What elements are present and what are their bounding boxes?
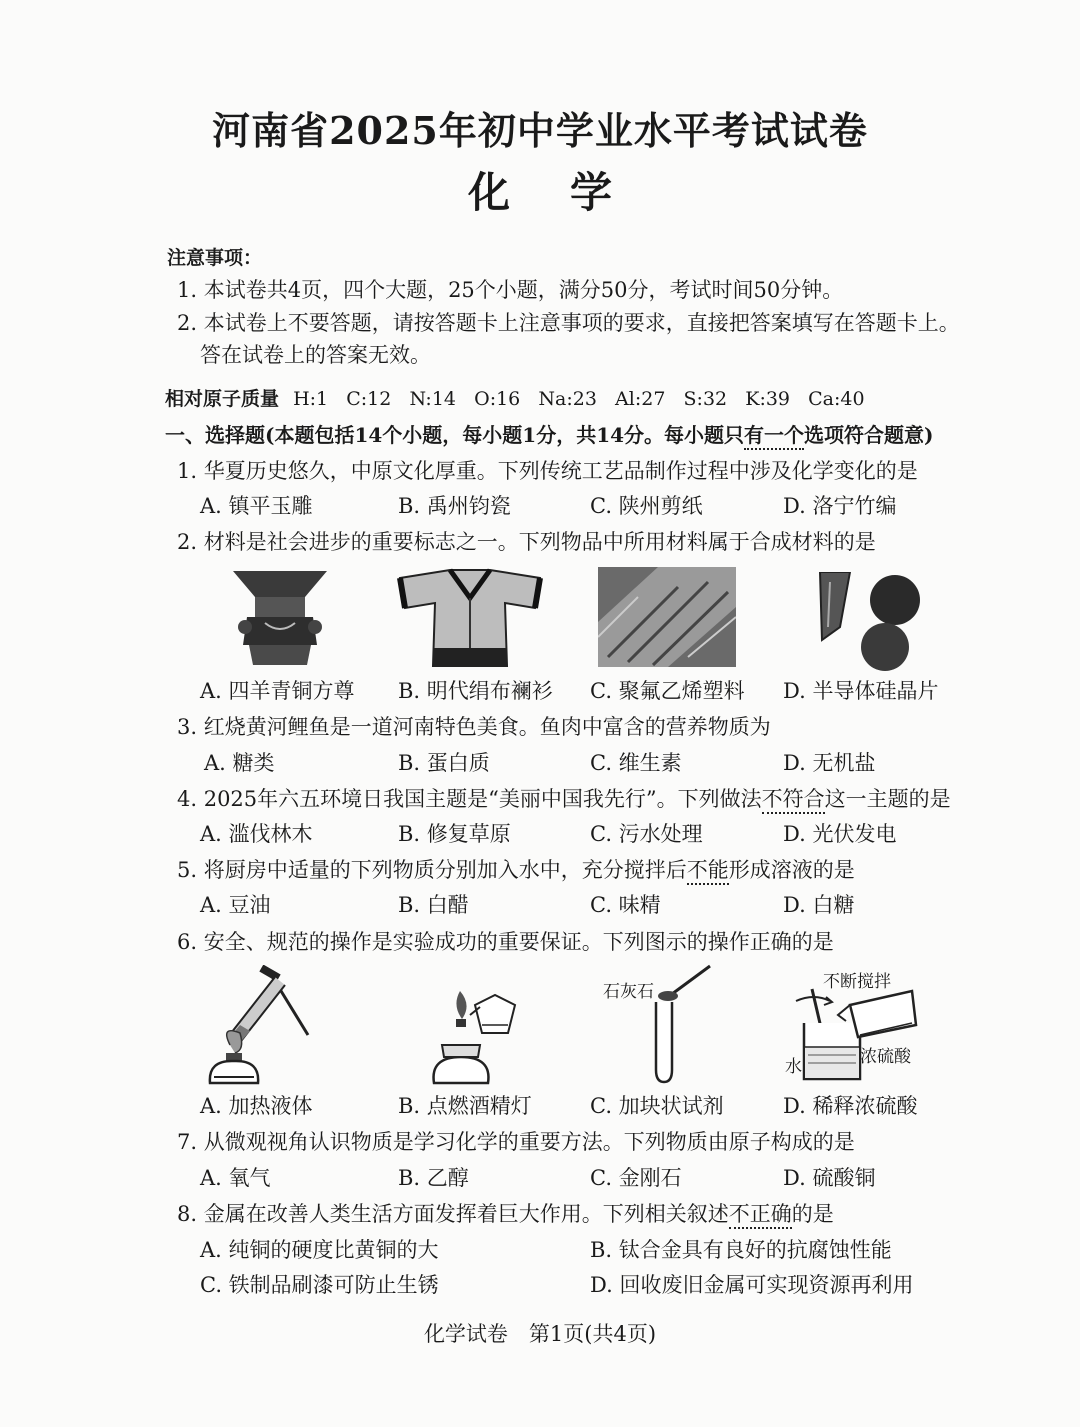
option: A. 加热液体: [200, 1094, 313, 1118]
option: B. 乙醇: [398, 1166, 469, 1190]
lighting-lamp-figure: [420, 985, 520, 1085]
option: D. 无机盐: [783, 751, 876, 775]
acid-label: 浓硫酸: [860, 1047, 911, 1067]
option: A. 纯铜的硬度比黄铜的大: [200, 1238, 439, 1262]
notice-item: 1. 本试卷共4页，四个大题，25个小题，满分50分，考试时间50分钟。: [177, 278, 844, 302]
option: A. 氧气: [200, 1166, 271, 1190]
option: C. 污水处理: [590, 822, 703, 846]
section-heading-emph: 有一个: [744, 423, 804, 450]
option: D. 稀释浓硫酸: [783, 1094, 918, 1118]
question-stem: 6. 安全、规范的操作是实验成功的重要保证。下列图示的操作正确的是: [177, 930, 834, 954]
question-stem-b: 这一主题的是: [824, 787, 951, 811]
section-heading: [165, 419, 934, 448]
adding-solid-figure: [640, 960, 720, 1085]
water-label: 水: [785, 1057, 802, 1077]
option: A. 四羊青铜方尊: [200, 679, 355, 703]
atomic-mass-line: [165, 384, 865, 411]
option: D. 洛宁竹编: [783, 494, 897, 518]
option: C. 味精: [590, 893, 661, 917]
option: A. 豆油: [200, 893, 271, 917]
stir-label: 不断搅拌: [823, 972, 891, 992]
option: C. 维生素: [590, 751, 682, 775]
section-heading-b: 选项符合题意): [804, 423, 934, 447]
option: D. 硫酸铜: [783, 1166, 876, 1190]
question-stem-a: 8. 金属在改善人类生活方面发挥着巨大作用。下列相关叙述: [177, 1202, 729, 1226]
diluting-acid-figure: [790, 975, 920, 1085]
question-stem-a: 4. 2025年六五环境日我国主题是“美丽中国我先行”。下列做法: [177, 787, 762, 811]
option: B. 白醋: [398, 893, 469, 917]
page-footer: 化学试卷 第1页(共4页): [423, 1322, 657, 1346]
section-heading-a: 一、选择题(本题包括14个小题，每小题1分，共14分。每小题只: [165, 423, 745, 447]
option: D. 光伏发电: [783, 822, 897, 846]
notice-item: 答在试卷上的答案无效。: [200, 343, 431, 367]
question-stem-emph: 不符合: [762, 787, 825, 814]
option: C. 金刚石: [590, 1166, 682, 1190]
heating-liquid-figure: [200, 965, 315, 1085]
question-stem-emph: 不能: [687, 858, 729, 885]
question-stem: 3. 红烧黄河鲤鱼是一道河南特色美食。鱼肉中富含的营养物质为: [177, 715, 771, 739]
exam-title: 河南省2025年初中学业水平考试试卷: [212, 108, 868, 153]
atomic-mass-label: 相对原子质量: [165, 388, 280, 410]
bronze-zun-image: [225, 565, 335, 670]
option: C. 聚氟乙烯塑料: [590, 679, 745, 703]
option: B. 明代绢布襕衫: [398, 679, 553, 703]
subject-title: 化学: [467, 168, 672, 217]
option: A. 糖类: [204, 751, 275, 775]
question-stem: [177, 1198, 834, 1228]
option: B. 点燃酒精灯: [398, 1094, 532, 1118]
question-stem: 7. 从微观视角认识物质是学习化学的重要方法。下列物质由原子构成的是: [177, 1130, 855, 1154]
option: C. 加块状试剂: [590, 1094, 724, 1118]
option: C. 铁制品刷漆可防止生锈: [200, 1273, 439, 1297]
question-stem: 2. 材料是社会进步的重要标志之一。下列物品中所用材料属于合成材料的是: [177, 530, 876, 554]
option: B. 钛合金具有良好的抗腐蚀性能: [590, 1238, 892, 1262]
question-stem-b: 的是: [791, 1202, 834, 1226]
question-stem-b: 形成溶液的是: [728, 858, 855, 882]
question-stem-a: 5. 将厨房中适量的下列物质分别加入水中，充分搅拌后: [177, 858, 687, 882]
notice-heading: 注意事项：: [167, 247, 263, 269]
plastic-sheet-image: [598, 567, 736, 667]
option: C. 陕州剪纸: [590, 494, 703, 518]
question-stem: 1. 华夏历史悠久，中原文化厚重。下列传统工艺品制作过程中涉及化学变化的是: [177, 459, 918, 483]
option: D. 回收废旧金属可实现资源再利用: [590, 1273, 914, 1297]
limestone-label: 石灰石: [603, 982, 654, 1002]
ming-robe-image: [395, 568, 545, 668]
option: D. 白糖: [783, 893, 855, 917]
option: A. 滥伐林木: [200, 822, 313, 846]
option: B. 修复草原: [398, 822, 511, 846]
option: B. 禹州钧瓷: [398, 494, 511, 518]
question-stem: [177, 854, 855, 884]
option: B. 蛋白质: [398, 751, 490, 775]
question-stem: [177, 783, 951, 813]
silicon-wafer-image: [800, 572, 920, 672]
notice-item: 2. 本试卷上不要答题，请按答题卡上注意事项的要求，直接把答案填写在答题卡上。: [177, 311, 960, 335]
atomic-mass-values: H:1 C:12 N:14 O:16 Na:23 Al:27 S:32 K:39 Ca:40: [293, 388, 865, 410]
option: D. 半导体硅晶片: [783, 679, 939, 703]
option: A. 镇平玉雕: [200, 494, 313, 518]
question-stem-emph: 不正确: [729, 1202, 792, 1229]
